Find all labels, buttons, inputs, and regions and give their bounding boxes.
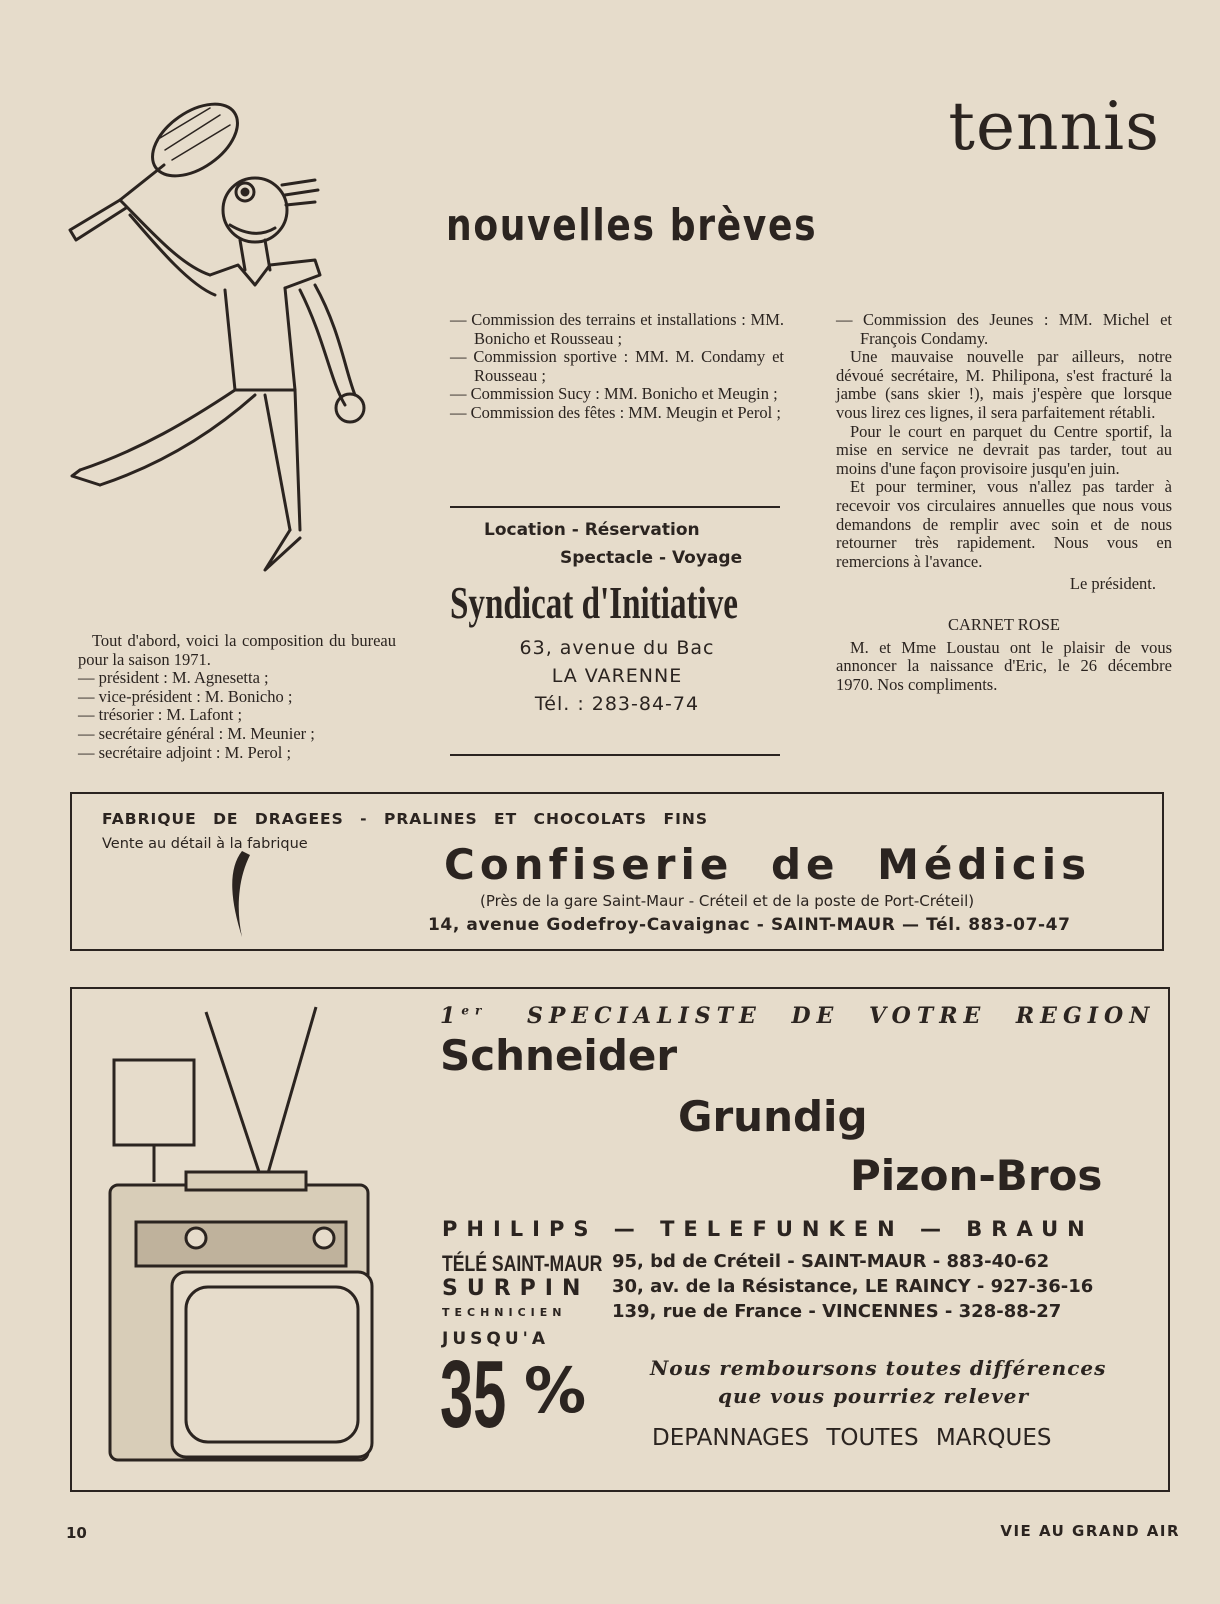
divider-bottom [450, 754, 780, 756]
member-line: — président : M. Agnesetta ; [78, 668, 269, 688]
syndicat-name: Syndicat d'Initiative [450, 577, 739, 628]
syndicat-city: LA VARENNE [551, 665, 683, 687]
repairs-line: DEPANNAGES TOUTES MARQUES [652, 1425, 1052, 1451]
promise-line1: Nous remboursons toutes différences [650, 1356, 1107, 1380]
left-column [78, 632, 396, 762]
store-name: SURPIN [442, 1276, 590, 1301]
store-name: TECHNICIEN [442, 1306, 567, 1319]
commission-line: — Commission des terrains et installations : MM. Bonicho et Rousseau ; [450, 310, 784, 348]
divider-top [450, 506, 780, 508]
medicis-ad [70, 792, 1164, 951]
medicis-tagline: FABRIQUE DE DRAGEES - PRALINES ET CHOCOLATS FINS [102, 810, 708, 828]
publication-name: VIE AU GRAND AIR [1000, 1522, 1180, 1540]
signature: Le président. [1069, 574, 1156, 594]
headline: nouvelles brèves [446, 200, 818, 251]
right-paragraph: Une mauvaise nouvelle par ailleurs, notre dévoué secrétaire, M. Philipona, s'est fracturé la jambe (sans skier !), mais j'espère que lorsque vous lirez ces lignes, il sera parfaitement rétabli. [836, 347, 1172, 422]
medicis-location: (Près de la gare Saint-Maur - Créteil et de la poste de Port-Créteil) [480, 892, 975, 910]
brand-pizon-bros: Pizon-Bros [850, 1151, 1103, 1200]
store-name: TÉLÉ SAINT-MAUR [442, 1251, 603, 1276]
medicis-name: Confiserie de Médicis [444, 840, 1092, 889]
tennis-player-illustration [60, 90, 370, 590]
syndicat-ad [450, 520, 784, 715]
brand-schneider: Schneider [440, 1031, 678, 1080]
right-paragraph: Pour le court en parquet du Centre sportif, la mise en service ne devrait pas tarder, tout au moins d'une façon provisoire jusqu'en juin. [836, 421, 1172, 478]
percent-sign: % [524, 1354, 587, 1427]
middle-column [450, 311, 784, 423]
syndicat-line1: Location - Réservation [484, 520, 700, 540]
medicis-subline: Vente au détail à la fabrique [102, 836, 308, 852]
commission-line: — Commission Sucy : MM. Bonicho et Meugin ; [450, 384, 778, 404]
commission-line: — Commission des fêtes : MM. Meugin et Perol ; [450, 402, 781, 422]
jusqu-label: JUSQU'A [442, 1329, 549, 1349]
television-icon [106, 997, 386, 1467]
member-line: — secrétaire général : M. Meunier ; [78, 723, 315, 743]
right-paragraph: — Commission des Jeunes : MM. Michel et François Condamy. [836, 310, 1172, 348]
member-line: — trésorier : M. Lafont ; [78, 705, 243, 725]
intro-paragraph: Tout d'abord, voici la composition du bureau pour la saison 1971. [78, 631, 396, 669]
brands-line: PHILIPS — TELEFUNKEN — BRAUN [442, 1217, 1094, 1241]
section-title: tennis [948, 88, 1160, 165]
carnet-title: CARNET ROSE [947, 614, 1060, 634]
right-column [836, 311, 1172, 694]
commission-line: — Commission sportive : MM. M. Condamy et Rousseau ; [450, 347, 784, 385]
feather-icon [224, 849, 254, 939]
tv-headline-text: SPECIALISTE DE VOTRE REGION [526, 1003, 1156, 1029]
brand-grundig: Grundig [678, 1092, 868, 1141]
store-address: 95, bd de Créteil - SAINT-MAUR - 883-40-62 [612, 1251, 1050, 1272]
store-address: 30, av. de la Résistance, LE RAINCY - 927-36-16 [612, 1276, 1094, 1297]
percent-value: 35 [440, 1341, 507, 1448]
promise-line2: que vous pourriez relever [718, 1384, 1029, 1408]
page-number: 10 [66, 1524, 87, 1542]
carnet-text: M. et Mme Loustau ont le plaisir de vous annoncer la naissance d'Eric, le 26 décembre 1970. Nos compliments. [836, 637, 1172, 694]
tv-headline-sup: er [461, 1003, 488, 1018]
syndicat-address: 63, avenue du Bac [519, 637, 715, 659]
tv-headline-number: 1 [440, 1003, 462, 1029]
store-address: 139, rue de France - VINCENNES - 328-88-27 [612, 1301, 1062, 1322]
right-paragraph: Et pour terminer, vous n'allez pas tarder à recevoir vos circulaires annuelles que nous vous demandons de remplir avec soin et de nous retourner très rapidement. Nous vous en remercions à l'avance. [836, 477, 1172, 571]
syndicat-phone: Tél. : 283-84-74 [534, 693, 700, 715]
medicis-address: 14, avenue Godefroy-Cavaignac - SAINT-MAUR — Tél. 883-07-47 [428, 915, 1071, 935]
tv-headline [440, 1003, 1155, 1029]
syndicat-line2: Spectacle - Voyage [560, 548, 743, 568]
member-line: — vice-président : M. Bonicho ; [78, 686, 293, 706]
tv-ad [70, 987, 1170, 1492]
member-line: — secrétaire adjoint : M. Perol ; [78, 742, 292, 762]
